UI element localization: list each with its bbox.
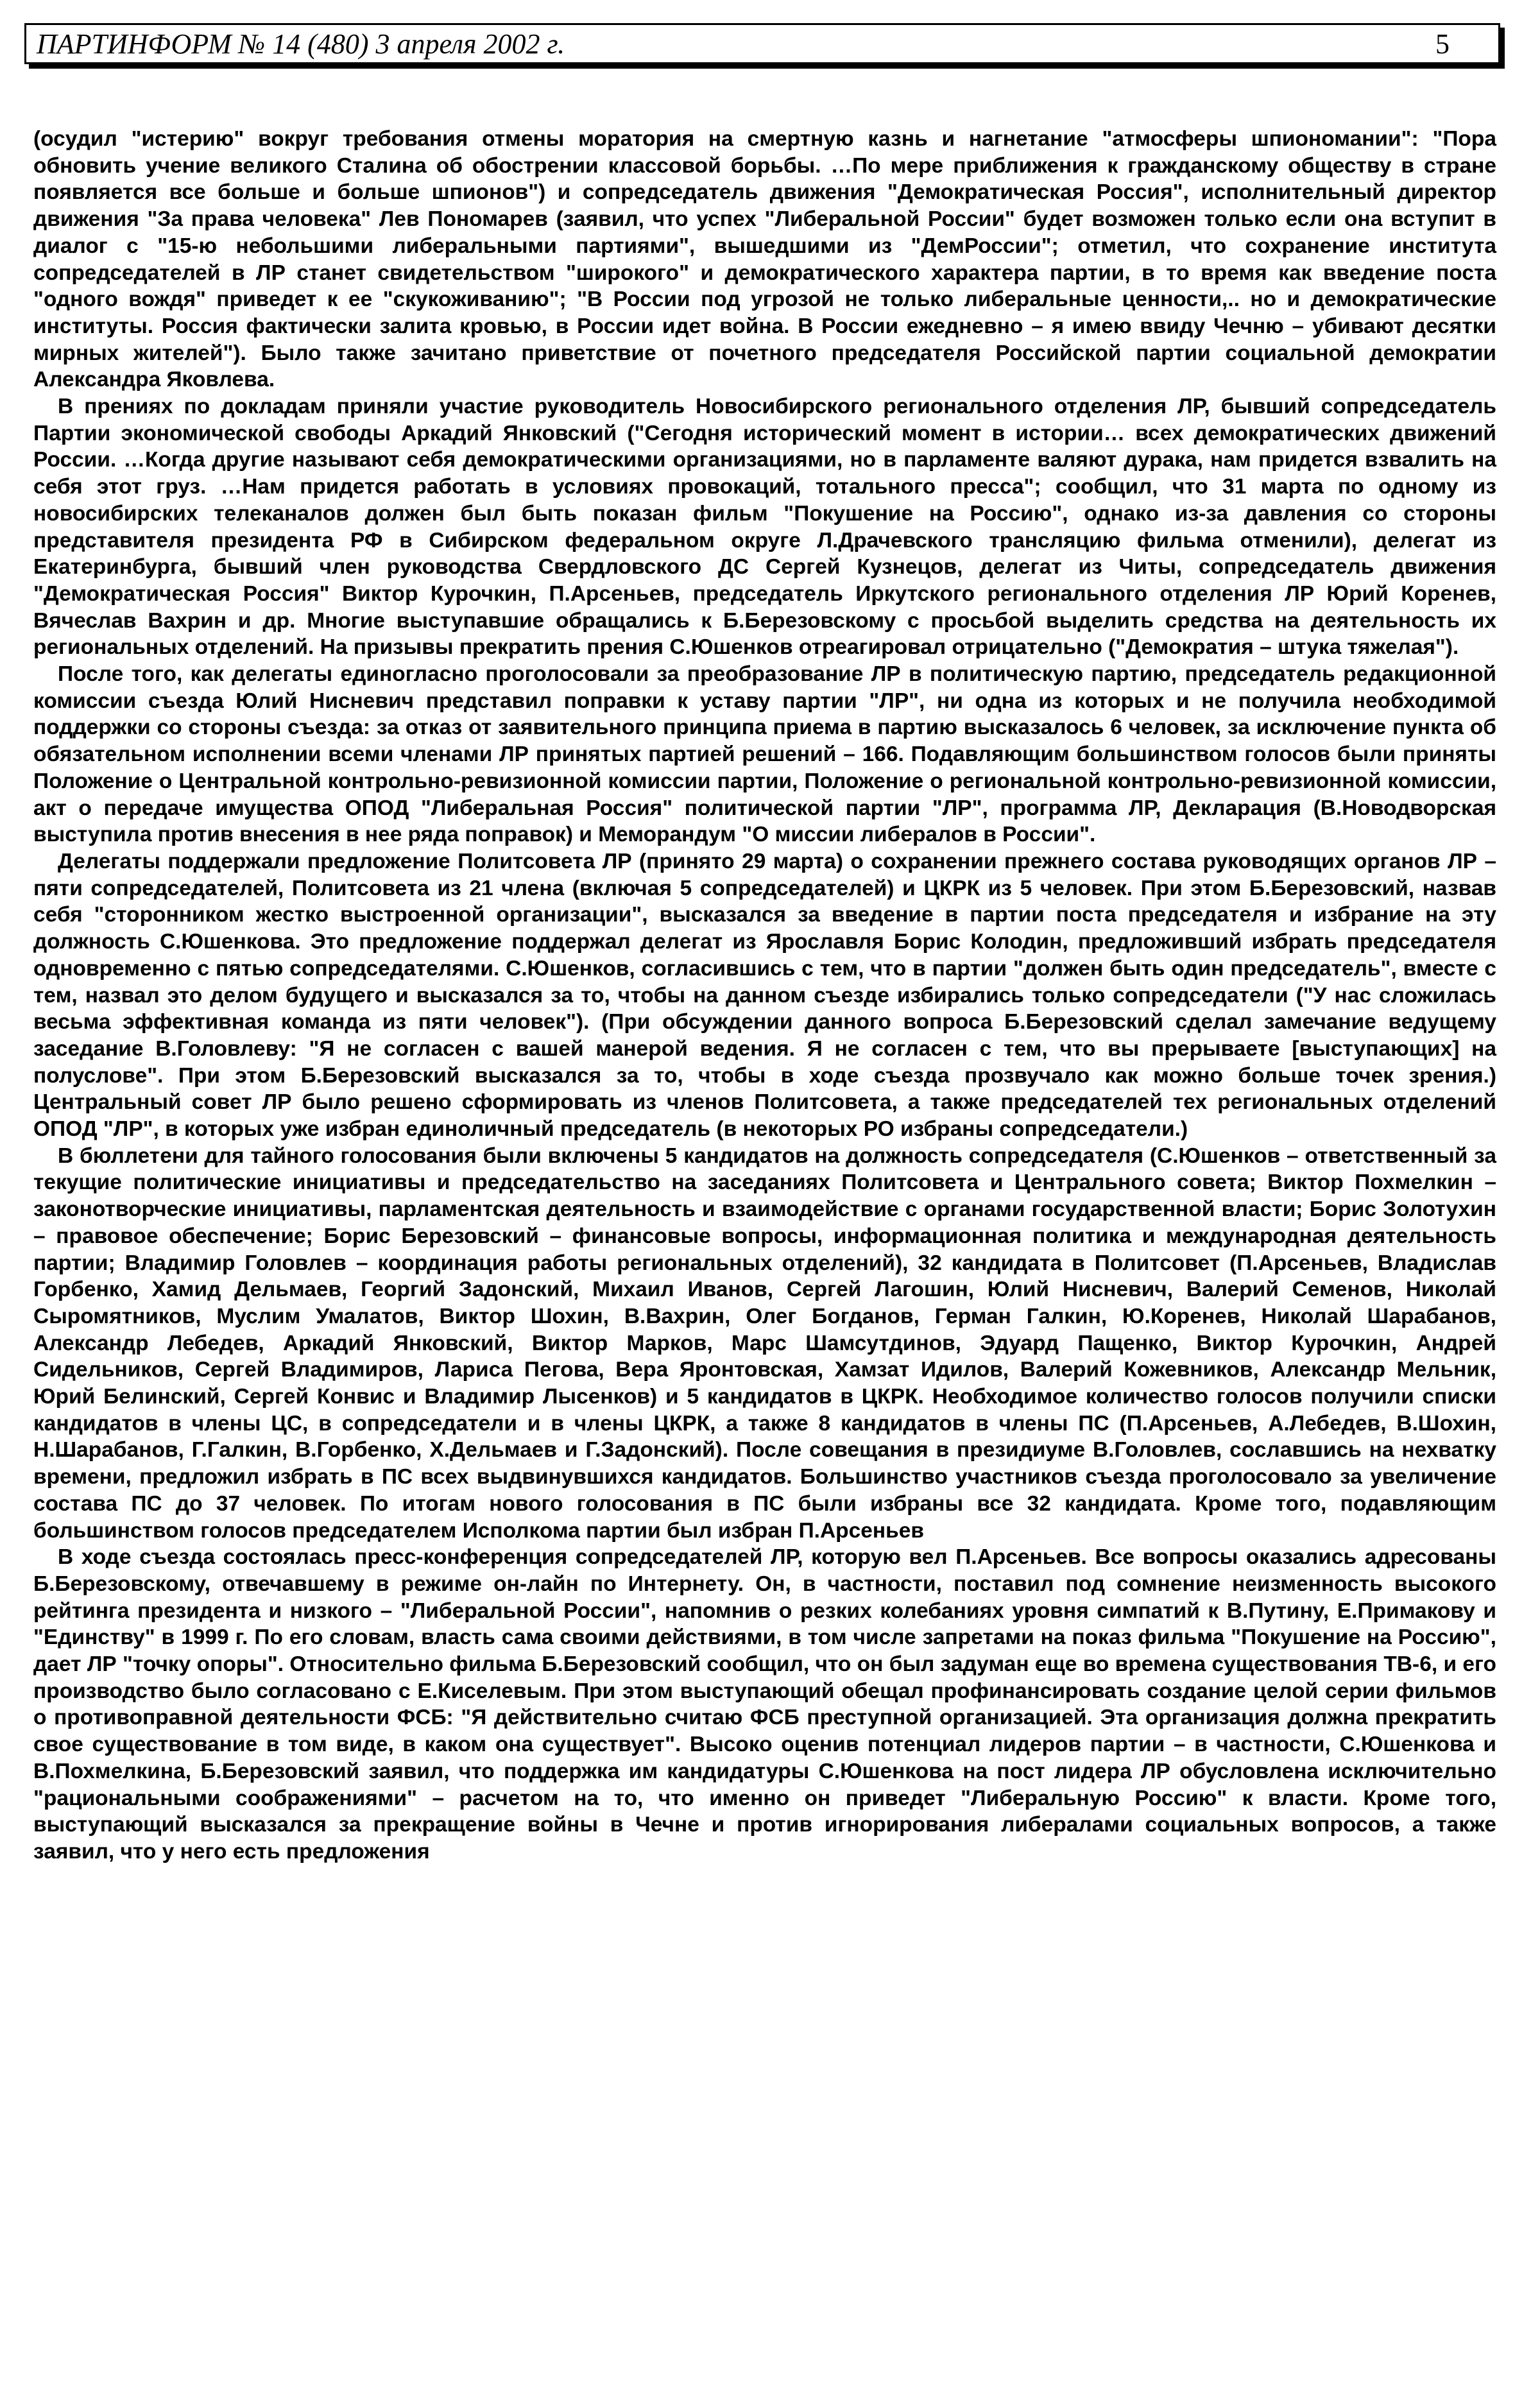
publication-title: ПАРТИНФОРМ № 14 (480) 3 апреля 2002 г. xyxy=(37,28,565,60)
article-body xyxy=(33,126,1496,1865)
paragraph: В бюллетени для тайного голосования были включены 5 кандидатов на должность сопредседателя (С.Юшенков – ответственный за текущие политические инициативы и председательство на заседаниях Политсовета и Центрального совета; Виктор Похмелкин – законотворческие инициативы, парламентская деятельность и взаимодействие с органами государственной власти; Борис Золотухин – правовое обеспечение; Борис Березовский – финансовые вопросы, информационная политика и международная деятельность партии; Владимир Головлев – координация работы региональных отделений), 32 кандидата в Политсовет (П.Арсеньев, Владислав Горбенко, Хамид Дельмаев, Георгий Задонский, Михаил Иванов, Сергей Лагошин, Юлий Нисневич, Валерий Семенов, Николай Сыромятников, Муслим Умалатов, Виктор Шохин, В.Вахрин, Олег Богданов, Герман Галкин, Ю.Коренев, Николай Шарабанов, Александр Лебедев, Аркадий Янковский, Виктор Марков, Марс Шамсутдинов, Эдуард Пащенко, Виктор Курочкин, Андрей Сидельников, Сергей Владимиров, Лариса Пегова, Вера Яронтовская, Хамзат Идилов, Валерий Кожевников, Александр Мельник, Юрий Белинский, Сергей Конвис и Владимир Лысенков) и 5 кандидатов в ЦКРК. Необходимое количество голосов получили списки кандидатов в члены ЦС, в сопредседатели и в члены ЦКРК, а также 8 кандидатов в члены ПС (П.Арсеньев, А.Лебедев, В.Шохин, Н.Шарабанов, Г.Галкин, В.Горбенко, Х.Дельмаев и Г.Задонский). После совещания в президиуме В.Головлев, сославшись на нехватку времени, предложил избрать в ПС всех выдвинувшихся кандидатов. Большинство участников съезда проголосовало за увеличение состава ПС до 37 человек. По итогам нового голосования в ПС были избраны все 32 кандидата. Кроме того, подавляющим большинством голосов председателем Исполкома партии был избран П.Арсеньев xyxy=(33,1144,1496,1543)
page-header xyxy=(24,23,1500,64)
paragraph: (осудил "истерию" вокруг требования отмены моратория на смертную казнь и нагнетание "атмосферы шпиономании": "Пора обновить учение великого Сталина об обострении классовой борьбы. …По мере приближения к гражданскому обществу в стране появляется все больше и больше шпионов") и сопредседатель движения "Демократическая Россия", исполнительный директор движения "За права человека" Лев Пономарев (заявил, что успех "Либеральной России" будет возможен только если она вступит в диалог с "15-ю небольшими либеральными партиями", вышедшими из "ДемРоссии"; отметил, что сохранение института сопредседателей в ЛР станет свидетельством "широкого" и демократического характера партии, в то время как введение поста "одного вождя" приведет к ее "скукоживанию"; "В России под угрозой не только либеральные ценности,.. но и демократические институты. Россия фактически залита кровью, в России идет война. В России ежедневно – я имею ввиду Чечню – убивают десятки мирных жителей"). Было также зачитано приветствие от почетного председателя Российской партии социальной демократии Александра Яковлева. xyxy=(33,127,1496,392)
paragraph: После того, как делегаты единогласно проголосовали за преобразование ЛР в политическую партию, председатель редакционной комиссии съезда Юлий Нисневич представил поправки к уставу партии "ЛР", ни одна из которых и не получила необходимой поддержки со стороны съезда: за отказ от заявительного принципа приема в партию высказалось 6 человек, за исключение пункта об обязательном исполнении всеми членами ЛР принятых партией решений – 166. Подавляющим большинством голосов были приняты Положение о Центральной контрольно-ревизионной комиссии партии, Положение о региональной контрольно-ревизионной комиссии, акт о передаче имущества ОПОД "Либеральная Россия" политической партии "ЛР", программа ЛР, Декларация (В.Новодворская выступила против внесения в нее ряда поправок) и Меморандум "О миссии либералов в России". xyxy=(33,662,1496,847)
paragraph: Делегаты поддержали предложение Политсовета ЛР (принято 29 марта) о сохранении прежнего состава руководящих органов ЛР – пяти сопредседателей, Политсовета из 21 члена (включая 5 сопредседателей) и ЦКРК из 5 человек. При этом Б.Березовский, назвав себя "сторонником жестко выстроенной организации", высказался за введение в партии поста председателя и избрание на эту должность С.Юшенкова. Это предложение поддержал делегат из Ярославля Борис Колодин, предложивший избрать председателя одновременно с пятью сопредседателями. С.Юшенков, согласившись с тем, что в партии "должен быть один председатель", вместе с тем, назвал это делом будущего и высказался за то, чтобы на данном съезде избирались только сопредседатели ("У нас сложилась весьма эффективная команда из пяти человек"). (При обсуждении данного вопроса Б.Березовский сделал замечание ведущему заседание В.Головлеву: "Я не согласен с вашей манерой ведения. Я не согласен с тем, что вы прерываете [выступающих] на полуслове". При этом Б.Березовский высказался за то, чтобы в ходе съезда прозвучало как можно больше точек зрения.) Центральный совет ЛР было решено сформировать из членов Политсовета, а также председателей тех региональных отделений ОПОД "ЛР", в которых уже избран единоличный председатель (в некоторых РО избраны сопредседатели.) xyxy=(33,849,1496,1142)
paragraph: В прениях по докладам приняли участие руководитель Новосибирского регионального отделения ЛР, бывший сопредседатель Партии экономической свободы Аркадий Янковский ("Сегодня исторический момент в истории… всех демократических движений России. …Когда другие называют себя демократическими организациями, но в парламенте валяют дурака, нам придется взвалить на себя этот груз. …Нам придется работать в условиях провокаций, тотального пресса"; сообщил, что 31 марта по одному из новосибирских телеканалов должен был быть показан фильм "Покушение на Россию", однако из-за давления со стороны представителя президента РФ в Сибирском федеральном округе Л.Драчевского трансляцию фильма отменили), делегат из Екатеринбурга, бывший член руководства Свердловского ДС Сергей Кузнецов, делегат из Читы, сопредседатель движения "Демократическая Россия" Виктор Курочкин, П.Арсеньев, председатель Иркутского регионального отделения ЛР Юрий Коренев, Вячеслав Вахрин и др. Многие выступавшие обращались к Б.Березовскому с просьбой выделить средства на деятельность их региональных отделений. На призывы прекратить прения С.Юшенков отреагировал отрицательно ("Демократия – штука тяжелая"). xyxy=(33,395,1496,660)
paragraph: В ходе съезда состоялась пресс-конференция сопредседателей ЛР, которую вел П.Арсеньев. Все вопросы оказались адресованы Б.Березовскому, отвечавшему в режиме он-лайн по Интернету. Он, в частности, поставил под сомнение неизменность высокого рейтинга президента и низкого – "Либеральной России", напомнив о резких колебаниях уровня симпатий к В.Путину, Е.Примакову и "Единству" в 1999 г. По его словам, власть сама своими действиями, в том числе запретами на показ фильма "Покушение на Россию", дает ЛР "точку опоры". Относительно фильма Б.Березовский сообщил, что он был задуман еще во времена существования ТВ-6, и его производство было согласовано с Е.Киселевым. При этом выступающий обещал профинансировать создание целой серии фильмов о противоправной деятельности ФСБ: "Я действительно считаю ФСБ преступной организацией. Эта организация должна прекратить свое существование в том виде, в каком она существует". Высоко оценив потенциал лидеров партии – в частности, С.Юшенкова и В.Похмелкина, Б.Березовский заявил, что поддержка им кандидатуры С.Юшенкова на пост лидера ЛР обусловлена исключительно "рациональными соображениями" – расчетом на то, что именно он приведет "Либеральную Россию" к власти. Кроме того, выступающий высказался за прекращение войны в Чечне и против игнорирования либералами социальных вопросов, а также заявил, что у него есть предложения xyxy=(33,1545,1496,1864)
page-number: 5 xyxy=(1435,28,1450,60)
